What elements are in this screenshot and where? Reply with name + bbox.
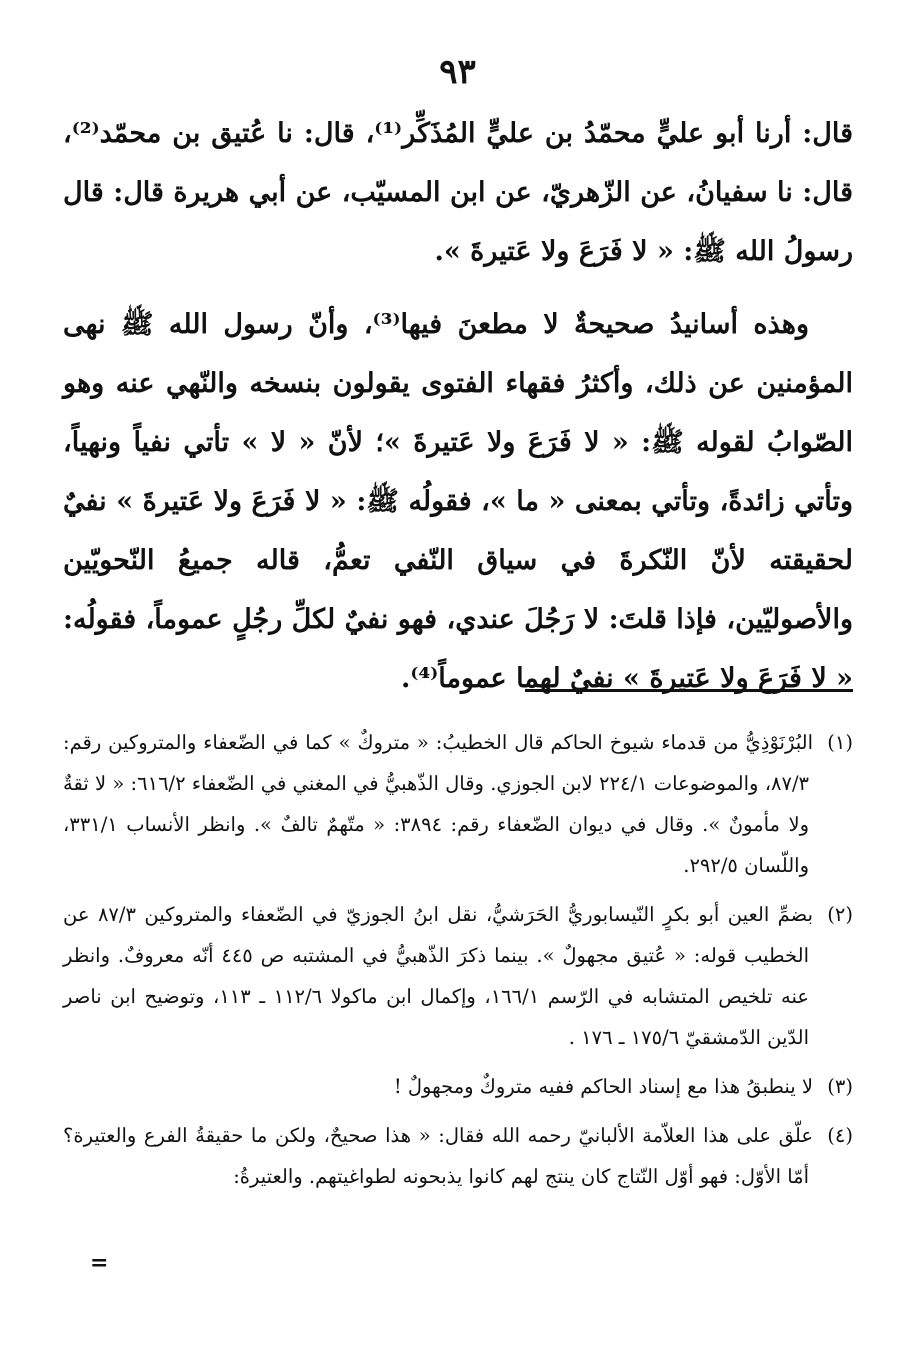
footnote-text: لا ينطبقُ هذا مع إسناد الحاكم ففيه متروكٌ ومجهولٌ ! bbox=[393, 1075, 813, 1098]
footnote-separator bbox=[525, 689, 853, 692]
footnote-text: بضمِّ العين أبو بكرٍ النّيسابوريُّ الحَرَشيُّ، نقل ابنُ الجوزيّ في الضّعفاء والمتروكين ٨٧/٣ عن الخطيب قوله: « عُتيق مجهولٌ ». بينما ذكرَ الذّهبيُّ في المشتبه ص ٤٤٥ أنّه معروفٌ. وانظر عنه تلخيص المتشابه في الرّسم ١٦٦/١، وإكمال ابن ماكولا ١١٢/٦ ـ ١١٣، وتوضيح ابن ناصر الدّين الدّمشقيّ ١٧٥/٦ ـ ١٧٦ . bbox=[63, 903, 813, 1049]
main-text bbox=[63, 104, 853, 708]
paragraph-commentary: وهذه أسانيدُ صحيحةٌ لا مطعنَ فيها⁽³⁾، وأنّ رسول الله ﷺ نهى المؤمنين عن ذلك، وأكثرُ فقهاء الفتوى يقولون بنسخه والنّهي عنه وهو الصّوابُ لقوله ﷺ: « لا فَرَعَ ولا عَتيرةَ »؛ لأنّ « لا » تأتي نفياً ونهياً، وتأتي زائدةً، وتأتي بمعنى « ما »، فقولُه ﷺ: « لا فَرَعَ ولا عَتيرةَ » نفيٌ لحقيقته لأنّ النّكرةَ في سياق النّفي تعمُّ، قاله جميعُ النّحويّين والأصوليّين، فإذا قلتَ: لا رَجُلَ عندي، فهو نفيٌ لكلِّ رجُلٍ عموماً، فقولُه: « لا فَرَعَ ولا عَتيرةَ » نفيٌ لهما عموماً⁽⁴⁾. bbox=[63, 309, 853, 694]
footnote-text: علّق على هذا العلاّمة الألبانيّ رحمه الله فقال: « هذا صحيحٌ، ولكن ما حقيقةُ الفرع والعتيرة؟ أمّا الأوّل: فهو أوّل النّتاج كان ينتج لهم كانوا يذبحونه لطواغيتهم. والعتيرةُ: bbox=[63, 1124, 813, 1188]
footnote-3 bbox=[63, 1066, 853, 1107]
paragraph-isnad: قال: أرنا أبو عليٍّ محمّدُ بن عليٍّ المُذَكِّر⁽¹⁾، قال: نا عُتيق بن محمّد⁽²⁾، قال: نا سفيانُ، عن الزّهريّ، عن ابن المسيّب، عن أبي هريرة قال: قال رسولُ الله ﷺ: « لا فَرَعَ ولا عَتيرةَ ». bbox=[63, 118, 853, 267]
footnote-2 bbox=[63, 894, 853, 1058]
footnote-mark: (٢) bbox=[827, 903, 853, 926]
footnotes bbox=[63, 722, 853, 1205]
footnote-mark: (٤) bbox=[827, 1124, 853, 1147]
footnote-1 bbox=[63, 722, 853, 886]
continuation-mark: = bbox=[90, 1250, 109, 1276]
page-number: ٩٣ bbox=[439, 52, 476, 92]
footnote-text: البُرْنَوْذِيُّ من قدماء شيوخ الحاكم قال الخطيبُ: « متروكٌ » كما في الضّعفاء والمتروكين رقم: ٨٧/٣، والموضوعات ٢٢٤/١ لابن الجوزي. وقال الذّهبيُّ في المغني في الضّعفاء ٦١٦/٢: « لا ثقةٌ ولا مأمونٌ ». وقال في ديوان الضّعفاء رقم: ٣٨٩٤: « متّهمٌ تالفٌ ». وانظر الأنساب ٣٣١/١، واللّسان ٢٩٢/٥. bbox=[63, 731, 813, 877]
footnote-mark: (٣) bbox=[827, 1075, 853, 1098]
footnote-mark: (١) bbox=[827, 731, 853, 754]
footnote-4 bbox=[63, 1115, 853, 1197]
